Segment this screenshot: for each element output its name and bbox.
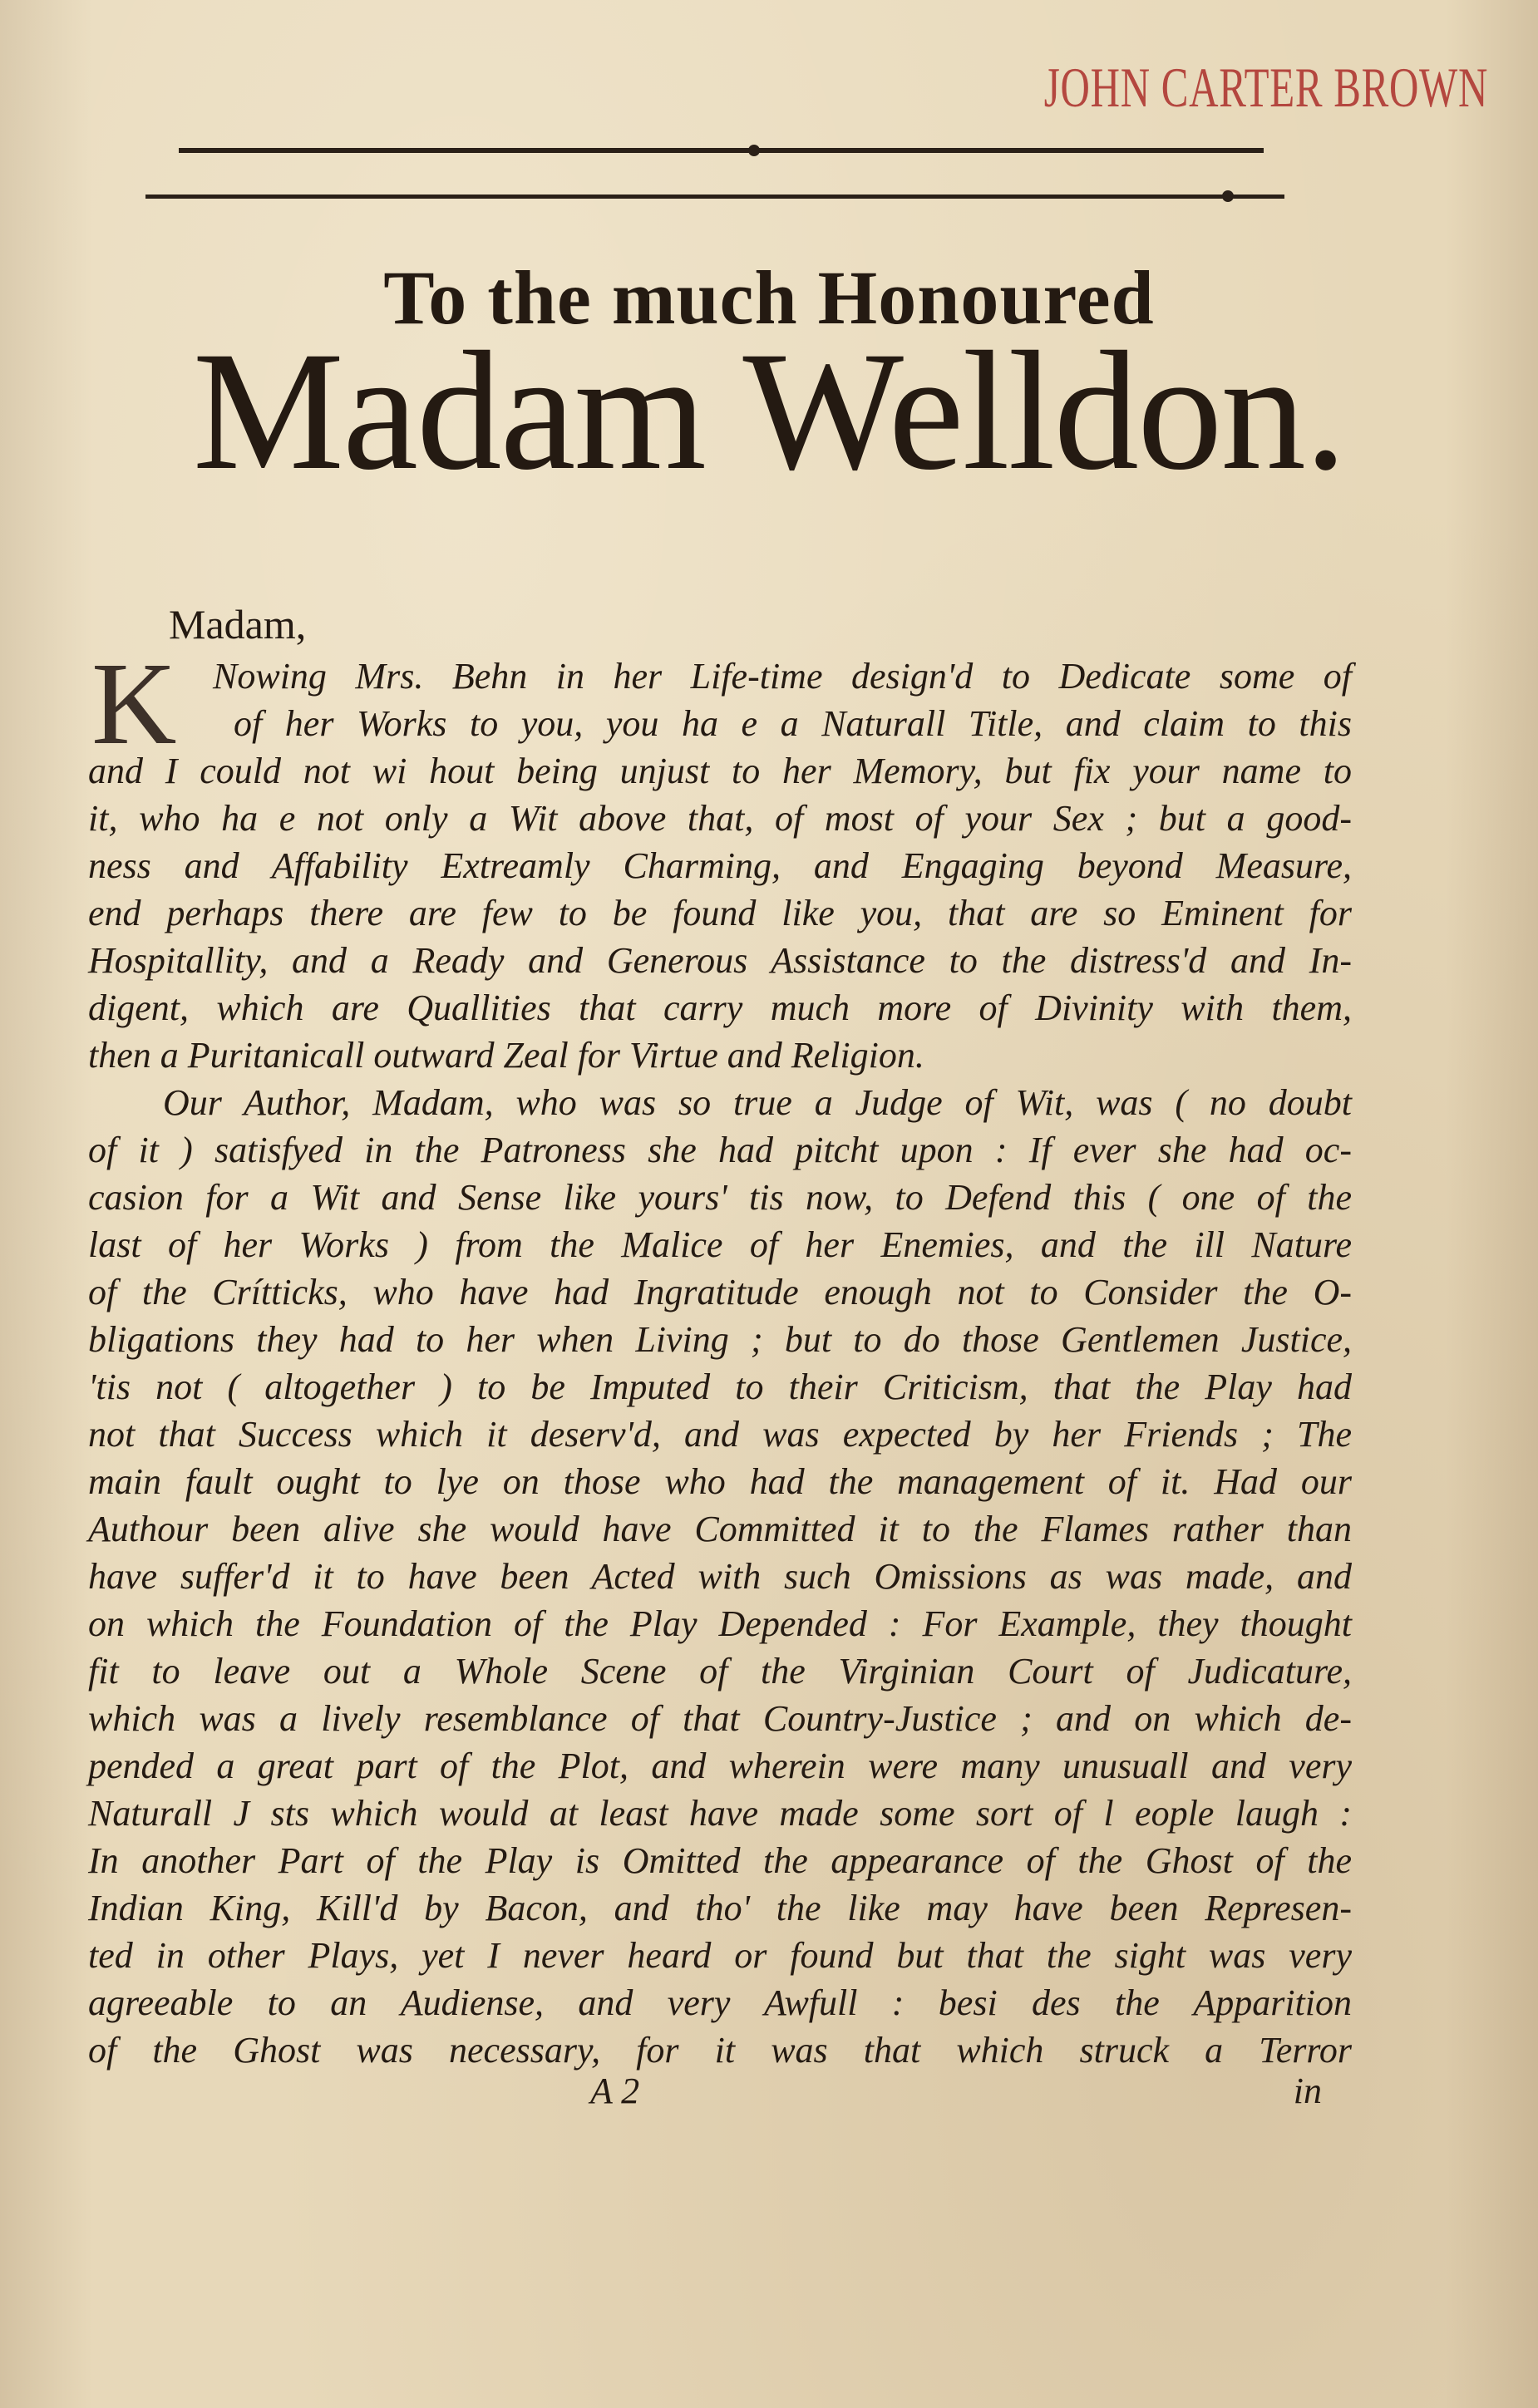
text-line: ted in other Plays, yet I never heard or found but that the sight was very (88, 1935, 1352, 1976)
ornamental-rule-bottom (145, 195, 1284, 199)
text-line: of the Crítticks, who have had Ingratitude enough not to Consider the O- (88, 1272, 1352, 1312)
text-line: digent, which are Quallities that carry much more of Divinity with them, (88, 987, 1352, 1028)
signature-mark: A 2 (590, 2071, 640, 2111)
text-line: it, who ha e not only a Wit above that, of most of your Sex ; but a good- (88, 798, 1352, 839)
text-line: end perhaps there are few to be found like you, that are so Eminent for (88, 893, 1352, 933)
text-line: Authour been alive she would have Committed it to the Flames rather than (88, 1509, 1352, 1549)
text-line: main fault ought to lye on those who had the management of it. Had our (88, 1461, 1352, 1502)
text-line: fit to leave out a Whole Scene of the Virginian Court of Judicature, (88, 1651, 1352, 1692)
text-line: have suffer'd it to have been Acted with such Omissions as was made, and (88, 1556, 1352, 1597)
body-text (88, 638, 1352, 2074)
text-line: bligations they had to her when Living ; but to do those Gentlemen Justice, (88, 1319, 1352, 1360)
catchword: in (1293, 2071, 1322, 2111)
rule-ornament (748, 145, 760, 156)
ornamental-rule-top (179, 148, 1264, 153)
salutation: Madam, (169, 601, 307, 648)
text-line: In another Part of the Play is Omitted the appearance of the Ghost of the (88, 1840, 1352, 1881)
text-line: of her Works to you, you ha e a Naturall Title, and claim to this (234, 703, 1352, 744)
text-line: agreeable to an Audiense, and very Awfull : besi des the Apparition (88, 1982, 1352, 2023)
text-line: of it ) satisfyed in the Patroness she had pitcht upon : If ever she had oc- (88, 1130, 1352, 1170)
text-line: of the Ghost was necessary, for it was that which struck a Terror (88, 2030, 1352, 2071)
dedicatee-name: Madam Welldon. (192, 317, 1346, 505)
text-line: not that Success which it deserv'd, and was expected by her Friends ; The (88, 1414, 1352, 1455)
text-line: which was a lively resemblance of that Country-Justice ; and on which de- (88, 1698, 1352, 1739)
text-line: on which the Foundation of the Play Depended : For Example, they thought (88, 1603, 1352, 1644)
text-line: pended a great part of the Plot, and wherein were many unusuall and very (88, 1746, 1352, 1786)
text-line: Nowing Mrs. Behn in her Life-time design'd to Dedicate some of (213, 656, 1352, 697)
text-line: 'tis not ( altogether ) to be Imputed to their Criticism, that the Play had (88, 1367, 1352, 1407)
text-line: ness and Affability Extreamly Charming, and Engaging beyond Measure, (88, 845, 1352, 886)
text-line: Indian King, Kill'd by Bacon, and tho' the like may have been Represen- (88, 1888, 1352, 1928)
text-line: last of her Works ) from the Malice of her Enemies, and the ill Nature (88, 1224, 1352, 1265)
text-line: casion for a Wit and Sense like yours' tis now, to Defend this ( one of the (88, 1177, 1352, 1218)
text-line: Hospitallity, and a Ready and Generous Assistance to the distress'd and In- (88, 940, 1352, 981)
text-line: then a Puritanicall outward Zeal for Virtue and Religion. (88, 1035, 924, 1076)
rule-ornament (1222, 190, 1234, 202)
library-stamp: JOHN CARTER BROWN (1043, 56, 1488, 119)
text-line: and I could not wi hout being unjust to her Memory, but fix your name to (88, 751, 1352, 791)
text-line: Our Author, Madam, who was so true a Judge of Wit, was ( no doubt (163, 1082, 1352, 1123)
dedication-heading: To the much Honoured (383, 255, 1155, 340)
drop-cap: K (91, 638, 177, 769)
text-line: Naturall J sts which would at least have made some sort of l eople laugh : (88, 1793, 1352, 1834)
